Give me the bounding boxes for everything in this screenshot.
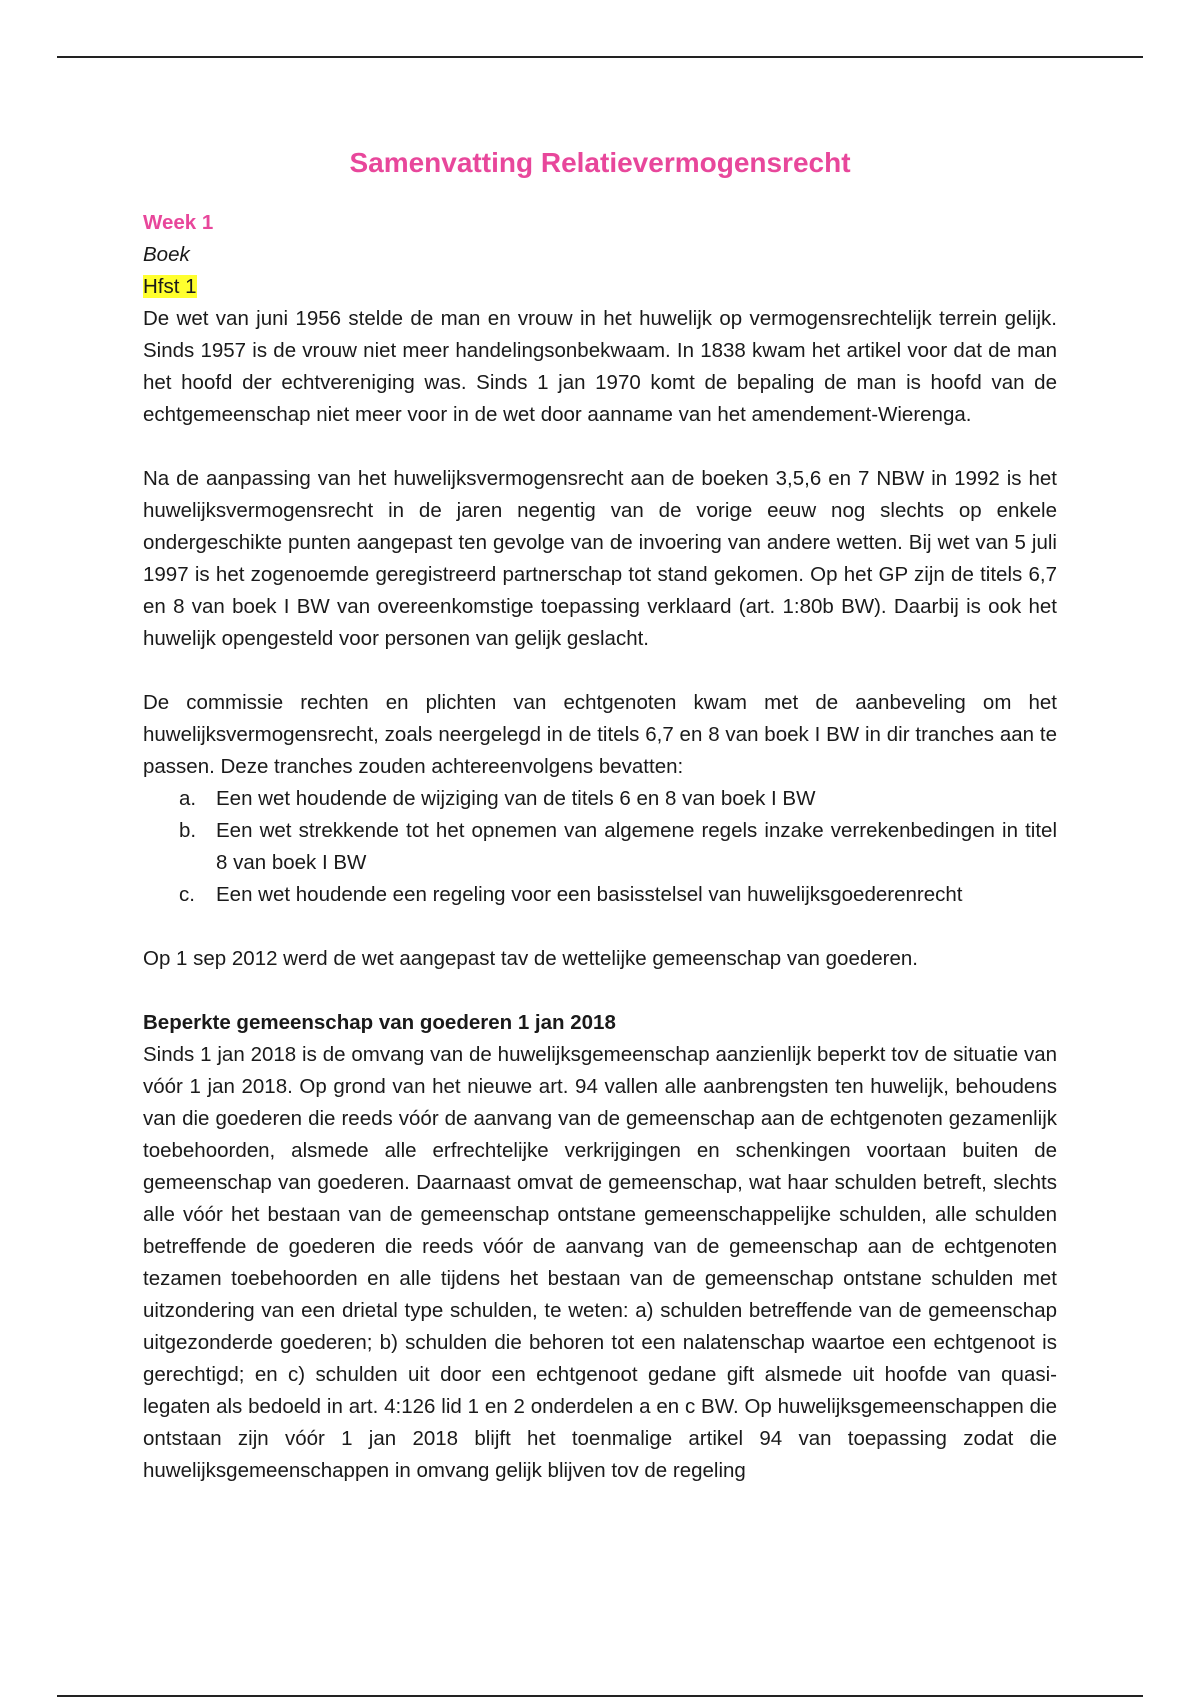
- tranche-list: [143, 783, 1057, 911]
- document-title: Samenvatting Relatievermogensrecht: [349, 147, 851, 178]
- list-item-text: Een wet strekkende tot het opnemen van algemene regels inzake verrekenbedingen in titel 8 van boek I BW: [216, 819, 1057, 874]
- document-page: [143, 145, 1057, 1487]
- spacer: [143, 655, 1057, 687]
- paragraph-2012: Op 1 sep 2012 werd de wet aangepast tav de wettelijke gemeenschap van goederen.: [143, 947, 918, 970]
- list-item: [143, 783, 1057, 815]
- list-item: [143, 815, 1057, 879]
- section-heading: Beperkte gemeenschap van goederen 1 jan 2018: [143, 1011, 616, 1034]
- list-marker: c.: [179, 883, 195, 906]
- paragraph-history: De wet van juni 1956 stelde de man en vrouw in het huwelijk op vermogensrechtelijk terrein gelijk. Sinds 1957 is de vrouw niet meer handelingsonbekwaam. In 1838 kwam het artikel voor dat de man het hoofd der echtvereniging was. Sinds 1 jan 1970 komt de bepaling de man is hoofd van de echtgemeenschap niet meer voor in de wet door aanname van het amendement-Wierenga.: [143, 307, 1057, 426]
- week-heading: Week 1: [143, 211, 214, 234]
- list-item-text: Een wet houdende een regeling voor een basisstelsel van huwelijksgoederenrecht: [216, 883, 963, 906]
- paragraph-nbw: Na de aanpassing van het huwelijksvermogensrecht aan de boeken 3,5,6 en 7 NBW in 1992 is het huwelijksvermogensrecht in de jaren negentig van de vorige eeuw nog slechts op enkele ondergeschikte punten aangepast ten gevolge van de invoering van andere wetten. Bij wet van 5 juli 1997 is het zogenoemde geregistreerd partnerschap tot stand gekomen. Op het GP zijn de titels 6,7 en 8 van boek I BW van overeenkomstige toepassing verklaard (art. 1:80b BW). Daarbij is ook het huwelijk opengesteld voor personen van gelijk geslacht.: [143, 467, 1057, 650]
- list-marker: a.: [179, 787, 197, 810]
- spacer: [143, 431, 1057, 463]
- chapter-label-line: [143, 271, 1057, 303]
- chapter-label: Hfst 1: [143, 275, 197, 298]
- footer-rule: [57, 1695, 1143, 1697]
- paragraph-2018: Sinds 1 jan 2018 is de omvang van de huwelijksgemeenschap aanzienlijk beperkt tov de situatie van vóór 1 jan 2018. Op grond van het nieuwe art. 94 vallen alle aanbrengsten ten huwelijk, behoudens van die goederen die reeds vóór de aanvang van de gemeenschap aan de echtgenoten gezamenlijk toebehoorden, alsmede alle erfrechtelijke verkrijgingen en schenkingen voortaan buiten de gemeenschap van goederen. Daarnaast omvat de gemeenschap, wat haar schulden betreft, slechts alle vóór het bestaan van de gemeenschap ontstane gemeenschappelijke schulden, alle schulden betreffende de goederen die reeds vóór de aanvang van de gemeenschap aan de echtgenoten tezamen toebehoorden en alle tijdens het bestaan van de gemeenschap ontstane schulden met uitzondering van een drietal type schulden, te weten: a) schulden betreffende van de gemeenschap uitgezonderde goederen; b) schulden die behoren tot een nalatenschap waartoe een echtgenoot is gerechtigd; en c) schulden uit door een echtgenoot gedane gift alsmede uit hoofde van quasi-legaten als bedoeld in art. 4:126 lid 1 en 2 onderdelen a en c BW. Op huwelijksgemeenschappen die ontstaan zijn vóór 1 jan 2018 blijft het toenmalige artikel 94 van toepassing zodat die huwelijksgemeenschappen in omvang gelijk blijven tov de regeling: [143, 1043, 1057, 1482]
- list-item: [143, 879, 1057, 911]
- list-item-text: Een wet houdende de wijziging van de titels 6 en 8 van boek I BW: [216, 787, 816, 810]
- header-rule: [57, 56, 1143, 58]
- spacer: [143, 911, 1057, 943]
- book-label: Boek: [143, 243, 190, 266]
- list-marker: b.: [179, 819, 197, 842]
- spacer: [143, 975, 1057, 1007]
- paragraph-commission: De commissie rechten en plichten van echtgenoten kwam met de aanbeveling om het huwelijksvermogensrecht, zoals neergelegd in de titels 6,7 en 8 van boek I BW in dir tranches aan te passen. Deze tranches zouden achtereenvolgens bevatten:: [143, 691, 1057, 778]
